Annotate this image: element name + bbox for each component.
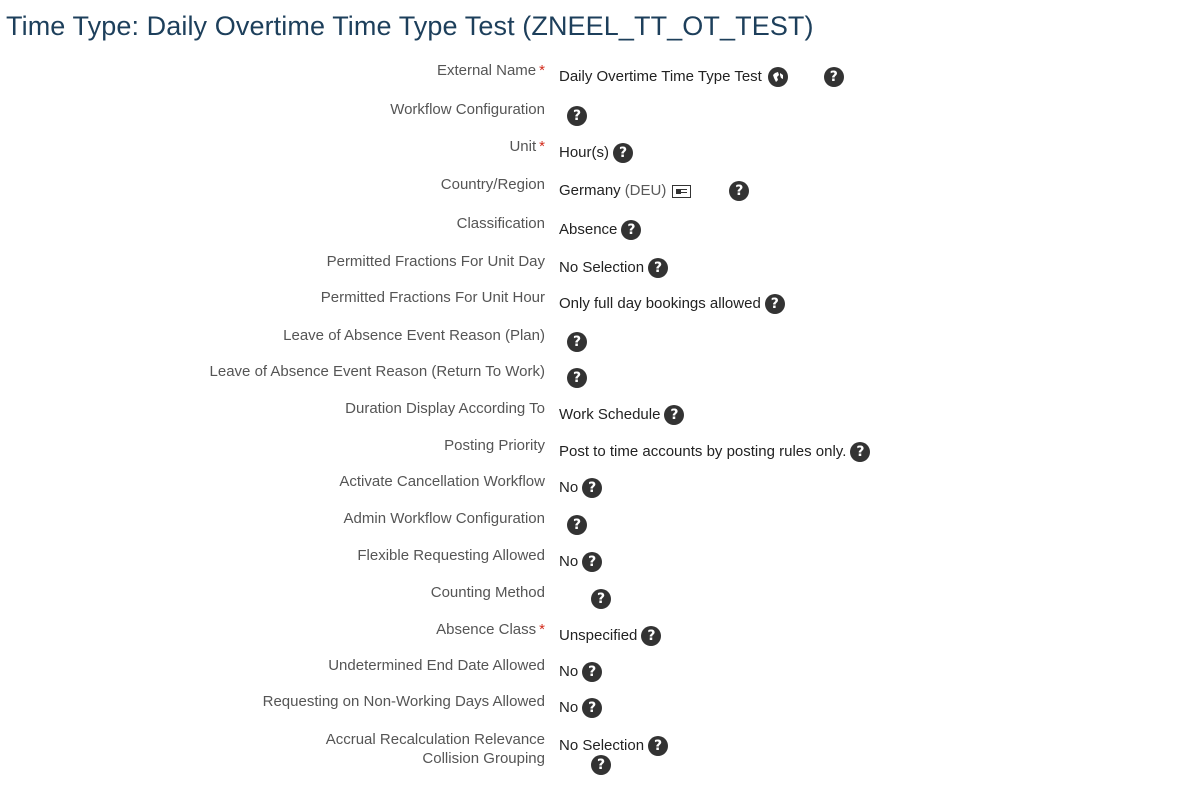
page-title: Time Type: Daily Overtime Time Type Test (ZNEEL_TT_OT_TEST) bbox=[6, 11, 814, 41]
field-row-workflow-configuration bbox=[0, 95, 1194, 125]
fractions-hour-value: Only full day bookings allowed bbox=[559, 295, 761, 312]
field-value bbox=[559, 473, 602, 503]
field-value bbox=[587, 750, 611, 780]
help-icon[interactable]: ? bbox=[582, 478, 602, 498]
field-row-admin-workflow bbox=[0, 504, 1194, 534]
field-label: Permitted Fractions For Unit Hour bbox=[320, 289, 545, 306]
field-label: Collision Grouping bbox=[422, 750, 545, 767]
absence-class-value: Unspecified bbox=[559, 627, 638, 644]
required-mark: * bbox=[539, 62, 545, 79]
field-value bbox=[559, 289, 785, 319]
help-icon[interactable]: ? bbox=[621, 220, 641, 240]
cancellation-workflow-value: No bbox=[559, 479, 579, 496]
field-label: Absence Class * bbox=[436, 621, 545, 638]
field-value bbox=[587, 584, 611, 614]
field-label: Leave of Absence Event Reason (Return To Work) bbox=[209, 363, 545, 380]
help-icon[interactable]: ? bbox=[824, 67, 844, 87]
field-row-flexible-requesting bbox=[0, 541, 1194, 571]
field-value bbox=[559, 253, 668, 283]
required-mark: * bbox=[539, 138, 545, 155]
fractions-day-value: No Selection bbox=[559, 259, 645, 276]
field-row-absence-class bbox=[0, 615, 1194, 645]
country-code: (DEU) bbox=[624, 182, 667, 199]
field-value bbox=[559, 731, 668, 761]
field-label: Posting Priority bbox=[444, 437, 545, 454]
field-label: Admin Workflow Configuration bbox=[343, 510, 545, 527]
field-label: Leave of Absence Event Reason (Plan) bbox=[283, 327, 545, 344]
field-value bbox=[559, 62, 844, 92]
field-row-counting-method bbox=[0, 578, 1194, 608]
field-row-loa-reason-plan bbox=[0, 321, 1194, 351]
field-row-fractions-unit-day bbox=[0, 247, 1194, 277]
globe-icon[interactable] bbox=[768, 67, 788, 87]
help-icon[interactable]: ? bbox=[591, 755, 611, 775]
field-value bbox=[559, 621, 661, 651]
help-icon[interactable]: ? bbox=[648, 258, 668, 278]
help-icon[interactable]: ? bbox=[582, 552, 602, 572]
help-icon[interactable]: ? bbox=[582, 662, 602, 682]
field-row-clipped bbox=[0, 750, 1194, 773]
help-icon[interactable]: ? bbox=[567, 106, 587, 126]
field-row-unit bbox=[0, 132, 1194, 162]
field-row-loa-reason-return bbox=[0, 357, 1194, 387]
field-value bbox=[559, 657, 602, 687]
id-card-icon[interactable] bbox=[672, 185, 691, 198]
help-icon[interactable]: ? bbox=[641, 626, 661, 646]
field-row-posting-priority bbox=[0, 431, 1194, 461]
field-value bbox=[559, 176, 749, 206]
field-row-country-region bbox=[0, 170, 1194, 200]
field-value bbox=[559, 215, 641, 245]
field-value bbox=[559, 693, 602, 723]
external-name-value: Daily Overtime Time Type Test bbox=[559, 68, 762, 85]
field-value bbox=[563, 101, 587, 131]
field-label: Undetermined End Date Allowed bbox=[328, 657, 545, 674]
field-label: Unit * bbox=[509, 138, 545, 155]
field-value bbox=[563, 363, 587, 393]
accrual-recalculation-value: No Selection bbox=[559, 737, 645, 754]
field-row-external-name bbox=[0, 56, 1194, 86]
field-value bbox=[559, 400, 684, 430]
help-icon[interactable]: ? bbox=[648, 736, 668, 756]
help-icon[interactable]: ? bbox=[567, 515, 587, 535]
field-value bbox=[563, 510, 587, 540]
help-icon[interactable]: ? bbox=[664, 405, 684, 425]
unit-value: Hour(s) bbox=[559, 144, 610, 161]
field-label: Counting Method bbox=[430, 584, 545, 601]
field-row-classification bbox=[0, 209, 1194, 239]
country-value: Germany bbox=[559, 182, 621, 199]
field-label: Requesting on Non-Working Days Allowed bbox=[262, 693, 545, 710]
field-label: External Name * bbox=[436, 62, 545, 79]
field-row-cancellation-workflow bbox=[0, 467, 1194, 497]
field-row-fractions-unit-hour bbox=[0, 283, 1194, 313]
field-row-undetermined-end-date bbox=[0, 651, 1194, 681]
flexible-requesting-value: No bbox=[559, 553, 579, 570]
non-working-days-value: No bbox=[559, 699, 579, 716]
duration-display-value: Work Schedule bbox=[559, 406, 661, 423]
help-icon[interactable]: ? bbox=[582, 698, 602, 718]
help-icon[interactable]: ? bbox=[567, 332, 587, 352]
field-value bbox=[563, 327, 587, 357]
help-icon[interactable]: ? bbox=[765, 294, 785, 314]
field-label: Classification bbox=[456, 215, 545, 232]
field-value bbox=[559, 138, 633, 168]
help-icon[interactable]: ? bbox=[729, 181, 749, 201]
posting-priority-value: Post to time accounts by posting rules only. bbox=[559, 443, 847, 460]
field-value bbox=[559, 437, 870, 467]
field-value bbox=[559, 547, 602, 577]
field-label: Duration Display According To bbox=[345, 400, 545, 417]
field-row-duration-display bbox=[0, 394, 1194, 424]
field-label: Permitted Fractions For Unit Day bbox=[326, 253, 545, 270]
field-label: Workflow Configuration bbox=[390, 101, 545, 118]
help-icon[interactable]: ? bbox=[613, 143, 633, 163]
classification-value: Absence bbox=[559, 221, 618, 238]
help-icon[interactable]: ? bbox=[567, 368, 587, 388]
undetermined-end-date-value: No bbox=[559, 663, 579, 680]
field-row-non-working-days bbox=[0, 687, 1194, 717]
required-mark: * bbox=[539, 621, 545, 638]
field-label: Accrual Recalculation Relevance bbox=[325, 731, 545, 748]
field-label: Activate Cancellation Workflow bbox=[339, 473, 545, 490]
help-icon[interactable]: ? bbox=[850, 442, 870, 462]
field-label: Country/Region bbox=[440, 176, 545, 193]
field-label: Flexible Requesting Allowed bbox=[357, 547, 545, 564]
help-icon[interactable]: ? bbox=[591, 589, 611, 609]
